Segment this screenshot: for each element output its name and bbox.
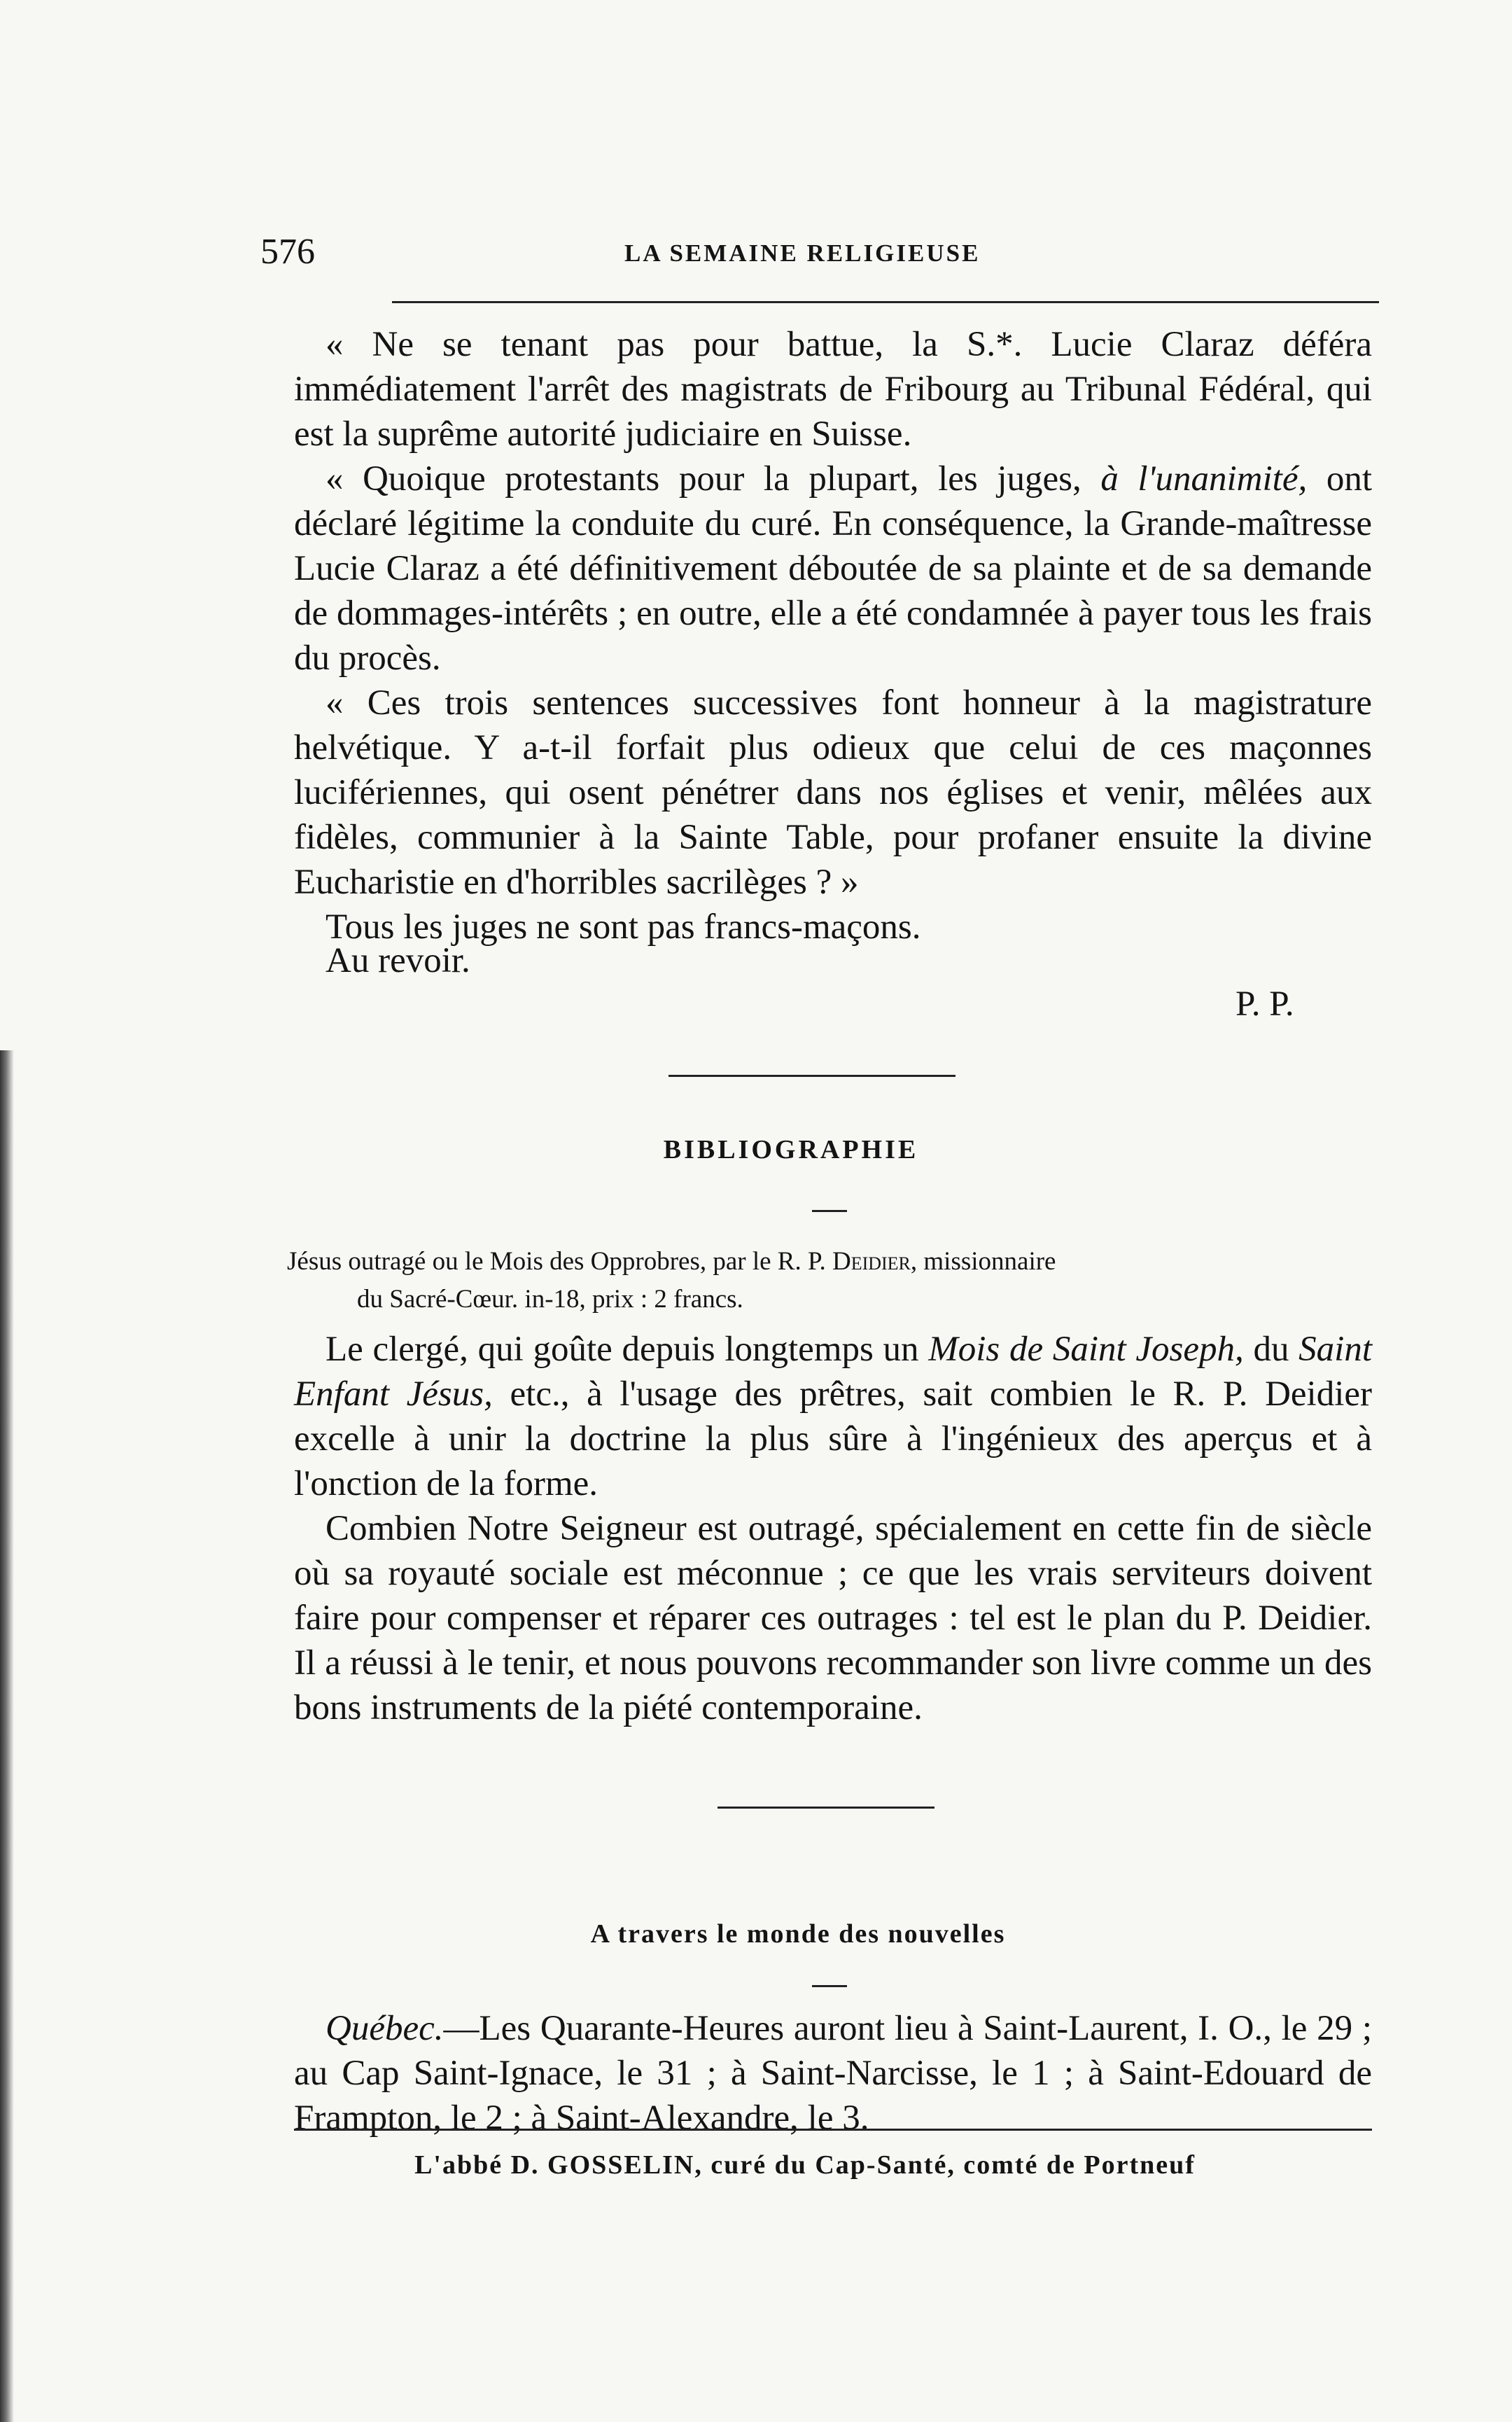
scan-edge-shadow xyxy=(0,1050,14,2422)
heading-dash xyxy=(812,1985,847,1987)
paragraph-news: Québec.—Les Quarante-Heures auront lieu à Saint-Laurent, I. O., le 29 ; au Cap Saint-Ignace, le 31 ; à Saint-Narcisse, le 1 ; à Saint-Edouard de Frampton, le 2 ; à Saint-Alexandre, le 3. xyxy=(294,2009,1372,2138)
paragraph-judges: Tous les juges ne sont pas francs-maçons. xyxy=(326,907,921,947)
heading-dash xyxy=(812,1210,847,1212)
bibliography-entry: Jésus outragé ou le Mois des Opprobres, par le R. P. Deidier, missionnaire du Sacré-Cœur. in-18, prix : 2 francs. xyxy=(287,1247,1056,1314)
article-continuation xyxy=(294,322,1372,949)
section-divider xyxy=(718,1807,934,1809)
editor-signature: L'abbé D. GOSSELIN, curé du Cap-Santé, comté de Portneuf xyxy=(414,2150,1196,2180)
bibliographie-heading: BIBLIOGRAPHIE xyxy=(663,1135,919,1164)
paragraph-review-1: Le clergé, qui goûte depuis longtemps un Mois de Saint Joseph, du Saint Enfant Jésus, etc., à l'usage des prêtres, sait combien le R. P. Deidier excelle à unir la doctrine la plus sûre à l'ingénieux des aperçus et à l'onction de la forme. xyxy=(294,1330,1373,1503)
page-header xyxy=(260,231,1394,280)
paragraph-sentences: « Ces trois sentences successives font honneur à la magistrature helvétique. Y a-t-il forfait plus odieux que celui de ces maçonnes lucifériennes, qui osent pénétrer dans nos églises et venir, mêlées aux fidèles, communier à la Sainte Table, pour profaner ensuite la divine Eucharistie en d'horribles sacrilèges ? » xyxy=(294,683,1372,902)
footer-rule xyxy=(294,2129,1372,2131)
running-head: LA SEMAINE RELIGIEUSE xyxy=(624,239,981,267)
paragraph-review-2: Combien Notre Seigneur est outragé, spécialement en cette fin de siècle où sa royauté sociale est méconnue ; ce que les vrais serviteurs doivent faire pour compenser et réparer ces outrages : tel est le plan du P. Deidier. Il a réussi à le tenir, et nous pouvons recommander son livre comme un des bons instruments de la piété contemporaine. xyxy=(294,1509,1372,1727)
section-divider xyxy=(668,1075,955,1077)
paragraph-verdict: « Quoique protestants pour la plupart, les juges, à l'unanimité, ont déclaré légitime la conduite du curé. En conséquence, la Grande-maîtresse Lucie Claraz a été définitivement déboutée de sa plainte et de sa demande de dommages-intérêts ; en outre, elle a été condamnée à payer tous les frais du procès. xyxy=(294,459,1372,678)
review-text xyxy=(294,1327,1372,1730)
page-number: 576 xyxy=(260,232,315,272)
author-initials: P. P. xyxy=(1236,984,1294,1024)
paragraph-appeal: « Ne se tenant pas pour battue, la S.*. Lucie Claraz déféra immédiatement l'arrêt des magistrats de Fribourg au Tribunal Fédéral, qui est la suprême autorité judiciaire en Suisse. xyxy=(294,325,1372,454)
signoff: Au revoir. xyxy=(326,941,470,980)
header-rule xyxy=(392,301,1379,303)
news-heading: A travers le monde des nouvelles xyxy=(590,1919,1006,1949)
news-text xyxy=(294,2006,1372,2141)
